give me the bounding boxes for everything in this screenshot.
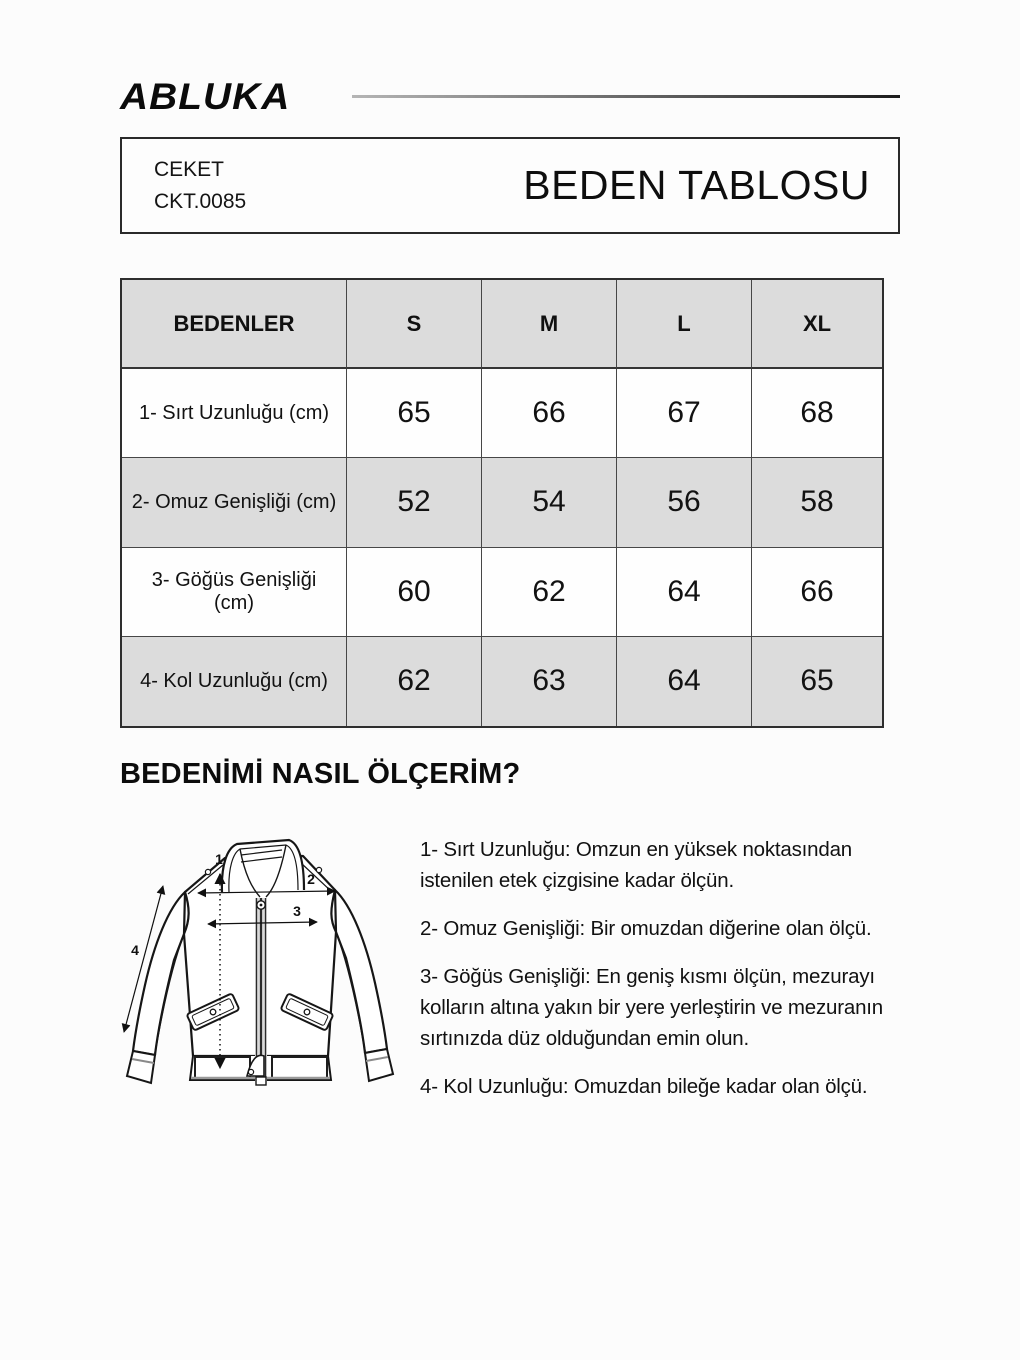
size-value: 64 [617, 548, 752, 637]
size-value: 65 [347, 369, 482, 458]
instruction-kol: 4- Kol Uzunluğu: Omuzdan bileğe kadar olan ölçü. [420, 1075, 868, 1098]
instruction-sirt: 1- Sırt Uzunluğu: Omzun en yüksek noktasından istenilen etek çizgisine kadar ölçün. [420, 838, 852, 892]
jacket-diagram-svg [110, 820, 420, 1110]
instruction-gogus: 3- Göğüs Genişliği: En geniş kısmı ölçün, mezurayı kolların altına yakın bir yere yerleştirin ve mezuranın sırtınızda düz olduğundan emin olun. [420, 965, 883, 1050]
size-value: 65 [752, 637, 882, 726]
diagram-label-3: 3 [293, 903, 301, 919]
diagram-label-1: 1 [215, 851, 223, 867]
row-label-sirt: 1- Sırt Uzunluğu (cm) [122, 369, 347, 458]
size-value: 62 [347, 637, 482, 726]
size-value: 67 [617, 369, 752, 458]
col-header-l: L [617, 280, 752, 369]
size-value: 62 [482, 548, 617, 637]
size-value: 52 [347, 458, 482, 547]
diagram-label-2: 2 [307, 871, 315, 887]
diagram-label-4: 4 [131, 942, 139, 958]
size-value: 66 [752, 548, 882, 637]
instruction-omuz: 2- Omuz Genişliği: Bir omuzdan diğerine olan ölçü. [420, 917, 872, 940]
size-value: 58 [752, 458, 882, 547]
size-value: 68 [752, 369, 882, 458]
size-value: 63 [482, 637, 617, 726]
product-code: CKT.0085 [154, 189, 247, 213]
brand-logo: ABLUKA [120, 76, 291, 117]
size-value: 60 [347, 548, 482, 637]
measure-instructions [420, 834, 925, 1119]
row-label-omuz: 2- Omuz Genişliği (cm) [122, 458, 347, 547]
product-meta [122, 154, 246, 218]
size-value: 56 [617, 458, 752, 547]
jacket-measure-diagram [110, 820, 420, 1110]
col-header-xl: XL [752, 280, 882, 369]
product-header-box [120, 137, 900, 234]
size-value: 64 [617, 637, 752, 726]
col-header-s: S [347, 280, 482, 369]
col-header-bedenler: BEDENLER [122, 280, 347, 369]
page-title: BEDEN TABLOSU [523, 162, 870, 208]
row-label-gogus: 3- Göğüs Genişliği (cm) [122, 548, 347, 637]
row-label-kol: 4- Kol Uzunluğu (cm) [122, 637, 347, 726]
size-table [120, 278, 884, 728]
col-header-m: M [482, 280, 617, 369]
product-type: CEKET [154, 157, 225, 181]
measure-section-heading: BEDENİMİ NASIL ÖLÇERİM? [120, 758, 521, 790]
size-value: 66 [482, 369, 617, 458]
logo-divider-line [352, 95, 900, 98]
size-value: 54 [482, 458, 617, 547]
